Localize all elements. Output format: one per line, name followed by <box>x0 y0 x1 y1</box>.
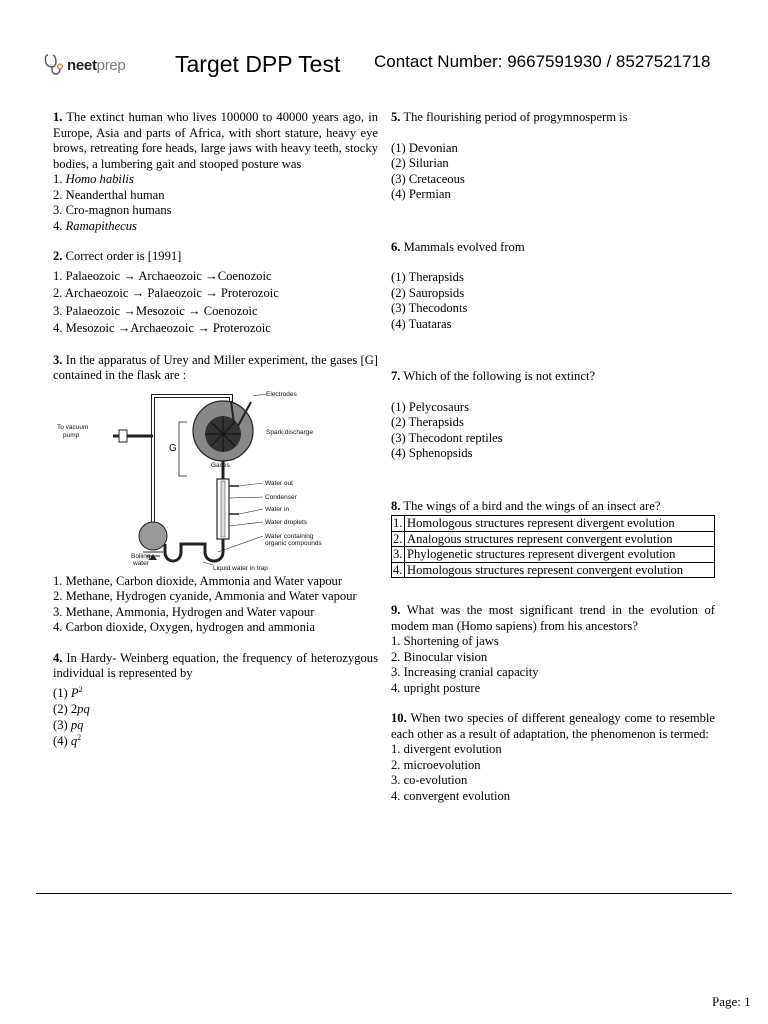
question-4 <box>53 651 378 751</box>
question-number: 1. <box>53 110 63 124</box>
option-1: 1. Palaeozoic → Archaeozoic →Coenozoic <box>53 268 272 283</box>
question-text: The wings of a bird and the wings of an insect are? <box>400 498 661 513</box>
page-number: Page: 1 <box>712 994 751 1009</box>
question-number: 7. <box>391 369 401 383</box>
right-column <box>391 110 715 804</box>
option-1: 1. divergent evolution <box>391 742 502 756</box>
question-number: 8. <box>391 498 401 513</box>
diagram-label: water <box>133 559 149 567</box>
diagram-label: Boiling <box>131 552 151 560</box>
option-3: 3. co-evolution <box>391 773 468 787</box>
option-1: 1. Shortening of jaws <box>391 634 499 648</box>
page-header <box>0 0 768 100</box>
option-1: 1. Homo habilis <box>53 172 134 186</box>
question-number: 10. <box>391 711 407 725</box>
option-2: 2. Binocular vision <box>391 649 488 664</box>
question-text: Which of the following is not extinct? <box>400 369 596 383</box>
question-number: 3. <box>53 352 63 367</box>
question-number: 2. <box>53 249 63 263</box>
diagram-label: Water out <box>265 479 293 487</box>
logo-neet-text: neet <box>67 56 97 74</box>
question-text: Mammals evolved from <box>400 239 525 254</box>
option-1: (1) Devonian <box>391 140 458 155</box>
option-4: (4) Tuataras <box>391 316 452 331</box>
option-3: 3. Cro-magnon humans <box>53 203 172 217</box>
option-2: 2. Methane, Hydrogen cyanide, Ammonia and Water vapour <box>53 589 357 603</box>
option-3: (3) pq <box>53 717 84 732</box>
table-row: 3. Phylogenetic structures represent divergent evolution <box>392 547 715 563</box>
urey-miller-apparatus-diagram <box>53 384 378 574</box>
question-6 <box>391 240 715 333</box>
neetprep-logo <box>44 52 125 78</box>
table-row: 2. Analogous structures represent convergent evolution <box>392 531 715 547</box>
question-text: What was the most significant trend in the evolution of modem man (Homo sapiens) from his ancestors? <box>391 603 715 633</box>
diagram-label: Spark discharge <box>266 428 313 436</box>
left-column <box>53 110 378 751</box>
question-number: 5. <box>391 110 401 124</box>
option-4: 4. convergent evolution <box>391 788 511 803</box>
options-table <box>391 515 715 578</box>
question-number: 9. <box>391 603 401 617</box>
question-text: In the apparatus of Urey and Miller experiment, the gases [G] contained in the flask are : <box>53 352 378 382</box>
question-number: 6. <box>391 239 401 254</box>
question-2 <box>53 249 378 338</box>
diagram-label: Water droplets <box>265 518 308 526</box>
option-2: 2. Neanderthal human <box>53 187 165 202</box>
option-4: 4. upright posture <box>391 680 481 695</box>
question-text: When two species of different genealogy come to resemble each other as a result of adaptation, the phenomenon is termed: <box>391 711 715 741</box>
option-4: 4. Mesozoic →Archaeozoic → Proterozoic <box>53 321 271 335</box>
question-9 <box>391 603 715 696</box>
diagram-label: Water in <box>265 505 289 513</box>
option-3: (3) Thecodonts <box>391 301 468 315</box>
footer-divider <box>36 893 732 894</box>
option-4: (4) Sphenopsids <box>391 446 473 460</box>
option-2: (2) Silurian <box>391 156 449 170</box>
option-1: (1) Therapsids <box>391 270 464 284</box>
option-2: (2) Therapsids <box>391 415 464 429</box>
question-5 <box>391 110 715 203</box>
diagram-label: Liquid water in trap <box>213 564 268 572</box>
question-text: The extinct human who lives 100000 to 40000 years ago, in Europe, Asia and parts of Africa, with short stature, heavy eye brows, retreating fore heads, large jaws with heavy teeth, stocky bodies, a lumbering gait and stooped posture was <box>53 110 378 171</box>
question-3 <box>53 353 378 636</box>
option-2: 2. microevolution <box>391 757 481 772</box>
question-7 <box>391 369 715 462</box>
table-row: 4. Homologous structures represent convergent evolution <box>392 562 715 578</box>
question-text: The flourishing period of progymnosperm is <box>400 110 628 124</box>
option-2: (2) 2pq <box>53 702 90 716</box>
question-10 <box>391 711 715 804</box>
question-number: 4. <box>53 650 63 665</box>
diagram-label: pump <box>63 431 80 439</box>
page-title: Target DPP Test <box>175 51 341 77</box>
diagram-label: Condenser <box>265 493 297 501</box>
option-1: (1) Pelycosaurs <box>391 399 469 414</box>
question-text: In Hardy- Weinberg equation, the frequency of heterozygous individual is represented by <box>53 650 378 680</box>
option-3: 3. Palaeozoic →Mesozoic → Coenozoic <box>53 303 258 318</box>
option-4: (4) Permian <box>391 187 451 201</box>
question-1 <box>53 110 378 234</box>
diagram-label: Electrodes <box>266 390 297 398</box>
option-2: 2. Archaeozoic → Palaeozoic → Proterozoic <box>53 286 279 300</box>
table-row: 1. Homologous structures represent divergent evolution <box>392 516 715 532</box>
logo-prep-text: prep <box>96 56 126 74</box>
option-3: (3) Thecodont reptiles <box>391 430 503 445</box>
contact-number: Contact Number: 9667591930 / 8527521718 <box>374 52 711 71</box>
diagram-label: Gases <box>211 461 230 469</box>
stethoscope-icon <box>44 52 66 78</box>
question-8 <box>391 499 715 579</box>
option-3: 3. Methane, Ammonia, Hydrogen and Water vapour <box>53 604 315 619</box>
option-1: 1. Methane, Carbon dioxide, Ammonia and Water vapour <box>53 573 343 588</box>
option-4: (4) $q^2$ <box>53 732 82 748</box>
option-4: 4. Carbon dioxide, Oxygen, hydrogen and ammonia <box>53 620 315 634</box>
diagram-label: Water containing <box>265 532 314 540</box>
option-4: 4. Ramapithecus <box>53 218 137 233</box>
question-text: Correct order is [1991] <box>62 249 182 263</box>
diagram-label: organic compounds <box>265 539 322 547</box>
option-2: (2) Sauropsids <box>391 285 465 300</box>
diagram-label: To vacuum <box>57 423 89 431</box>
diagram-label: G <box>169 442 177 454</box>
option-3: (3) Cretaceous <box>391 171 465 186</box>
option-1: (1) $P^2$ <box>53 684 83 700</box>
option-3: 3. Increasing cranial capacity <box>391 665 539 679</box>
